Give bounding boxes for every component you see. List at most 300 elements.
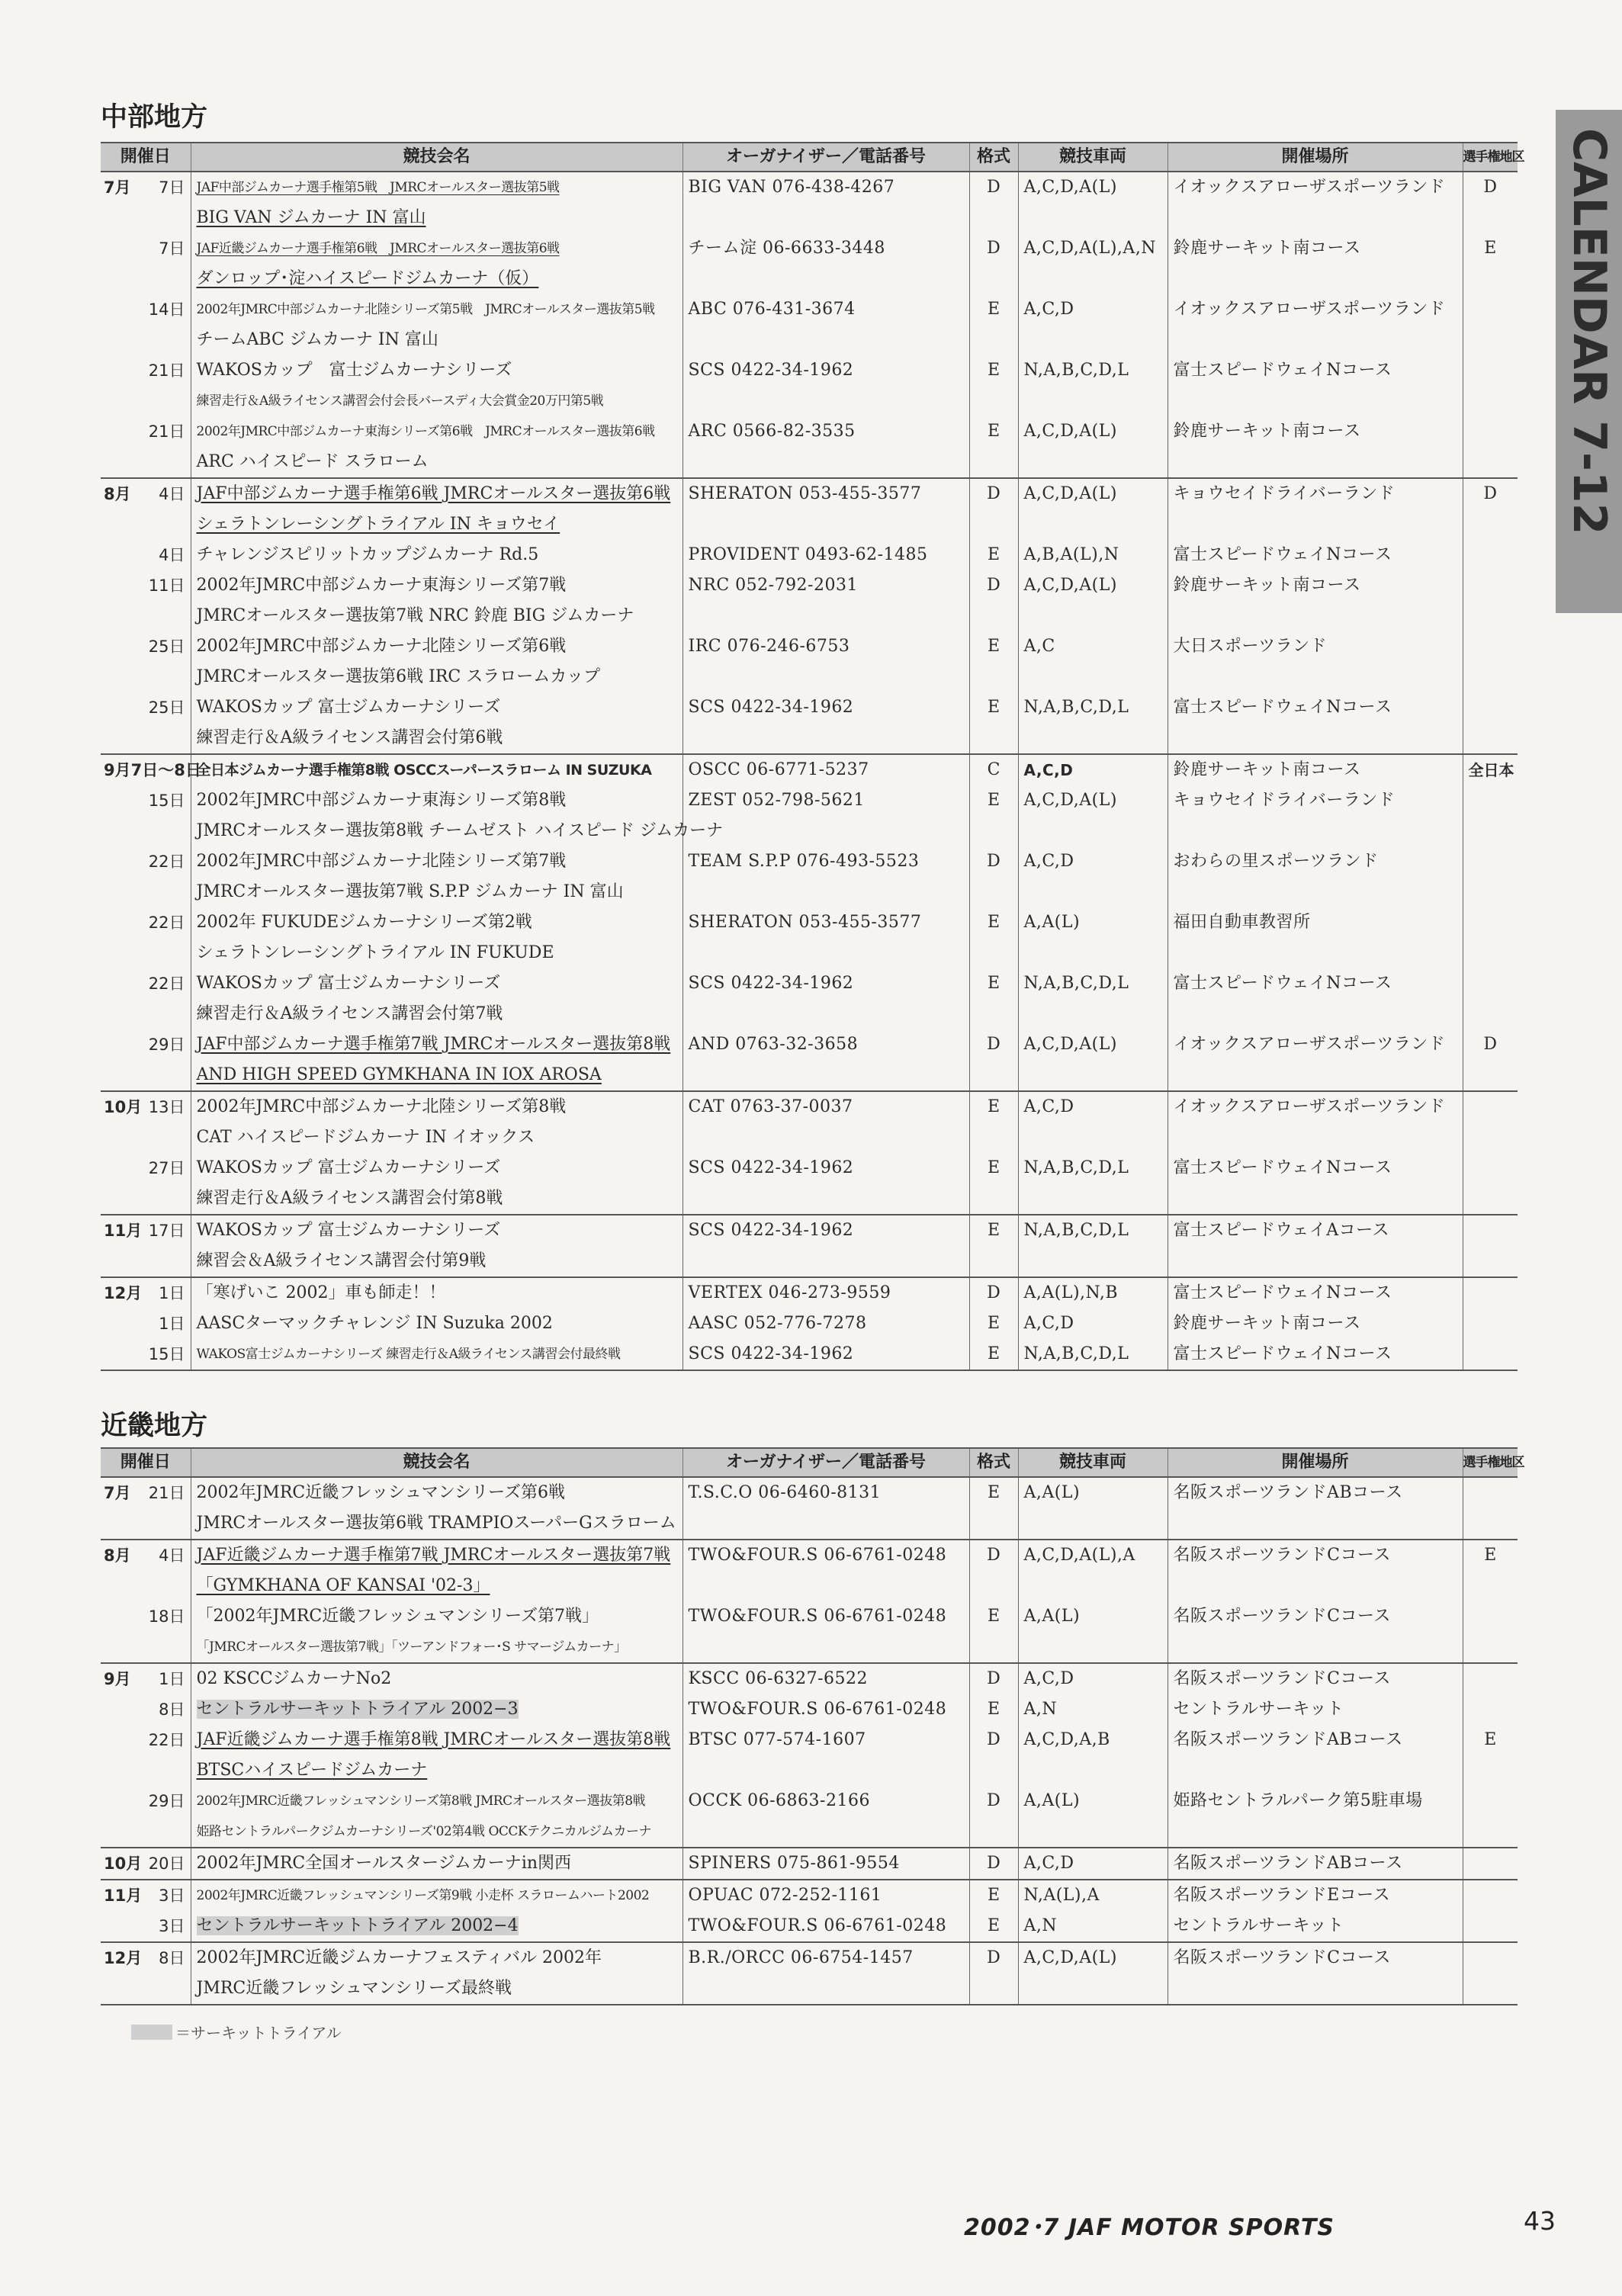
- venue-cell: 名阪スポーツランドEコース: [1168, 1880, 1463, 1911]
- organizer-cell: T.S.C.O 06-6460-8131: [683, 1477, 969, 1540]
- header-vehicles: 競技車両: [1018, 1448, 1168, 1477]
- venue-cell: 大日スポーツランド: [1168, 631, 1463, 692]
- event-name-line: 2002年JMRC近畿フレッシュマンシリーズ第9戦 小走杯 スラロームハート2002: [196, 1888, 650, 1903]
- championship-cell: [1463, 1942, 1518, 2005]
- event-name-line: JAF中部ジムカーナ選手権第6戦 JMRCオールスター選抜第6戦: [196, 484, 671, 503]
- venue-cell: 富士スピードウェイNコース: [1168, 1277, 1463, 1309]
- championship-cell: [1463, 1848, 1518, 1880]
- vehicles-cell: A,C,D,A(L),A: [1018, 1540, 1168, 1601]
- venue-cell: 名阪スポーツランドABコース: [1168, 1725, 1463, 1786]
- vehicles-cell: A,C,D,A(L): [1018, 172, 1168, 233]
- championship-cell: E: [1463, 1540, 1518, 1601]
- table-header-row: [101, 143, 1518, 172]
- day-label: 22日: [148, 975, 185, 993]
- month-label: 11月: [104, 1887, 143, 1905]
- magazine-footer: 2002･7 JAF MOTOR SPORTS: [964, 2214, 1335, 2241]
- organizer-cell: NRC 052-792-2031: [683, 570, 969, 631]
- format-cell: E: [969, 968, 1018, 1029]
- event-name-cell: [191, 294, 683, 355]
- vehicles-cell: A,A(L): [1018, 1601, 1168, 1663]
- table-row: [101, 233, 1518, 294]
- table-row: [101, 1663, 1518, 1694]
- format-cell: D: [969, 1848, 1018, 1880]
- day-label: 3日: [159, 1887, 185, 1905]
- table-row: [101, 294, 1518, 355]
- event-name-line: 2002年JMRC中部ジムカーナ北陸シリーズ第6戦: [196, 637, 567, 656]
- day-label: 29日: [148, 1792, 185, 1810]
- format-cell: E: [969, 1215, 1018, 1277]
- event-name-cell: [191, 1911, 683, 1942]
- table-row: [101, 1911, 1518, 1942]
- day-label: 25日: [148, 698, 185, 717]
- venue-cell: 鈴鹿サーキット南コース: [1168, 570, 1463, 631]
- event-name-line: CAT ハイスピードジムカーナ IN イオックス: [196, 1128, 535, 1147]
- vehicles-cell: N,A,B,C,D,L: [1018, 355, 1168, 416]
- date-cell: [101, 416, 191, 478]
- day-label: 29日: [148, 1036, 185, 1054]
- format-cell: D: [969, 570, 1018, 631]
- date-cell: [101, 1786, 191, 1848]
- day-label: 22日: [148, 853, 185, 871]
- table-row: [101, 1309, 1518, 1339]
- championship-cell: [1463, 1215, 1518, 1277]
- date-cell: [101, 478, 191, 540]
- event-name-cell: [191, 1339, 683, 1370]
- table-row: [101, 1786, 1518, 1848]
- event-name-line: BTSCハイスピードジムカーナ: [196, 1761, 428, 1780]
- format-cell: E: [969, 540, 1018, 570]
- day-label: 4日: [159, 546, 185, 564]
- format-cell: D: [969, 1277, 1018, 1309]
- day-label: 21日: [148, 361, 185, 380]
- table-row: [101, 754, 1518, 785]
- event-name-line: ARC ハイスピード スラローム: [196, 452, 429, 471]
- championship-cell: [1463, 1880, 1518, 1911]
- championship-cell: [1463, 846, 1518, 907]
- vehicles-cell: N,A,B,C,D,L: [1018, 1339, 1168, 1370]
- event-name-cell: [191, 631, 683, 692]
- event-name-cell: [191, 1277, 683, 1309]
- championship-cell: [1463, 1339, 1518, 1370]
- event-name-line: JMRCオールスター選抜第7戦 S.P.P ジムカーナ IN 富山: [196, 882, 624, 901]
- table-row: [101, 355, 1518, 416]
- event-name-cell: [191, 540, 683, 570]
- event-name-line: 2002年JMRC中部ジムカーナ東海シリーズ第7戦: [196, 576, 567, 595]
- event-name-cell: [191, 172, 683, 233]
- date-cell: [101, 1029, 191, 1091]
- date-cell: [101, 1848, 191, 1880]
- event-name-cell: [191, 692, 683, 754]
- table-row: [101, 1277, 1518, 1309]
- day-label: 8日: [159, 1949, 185, 1967]
- table-row: [101, 846, 1518, 907]
- venue-cell: 名阪スポーツランドCコース: [1168, 1942, 1463, 2005]
- vehicles-cell: A,C,D,A(L),A,N: [1018, 233, 1168, 294]
- header-date: 開催日: [101, 1448, 191, 1477]
- legend-label: ＝サーキットトライアル: [175, 2024, 342, 2042]
- header-organizer: オーガナイザー／電話番号: [683, 143, 969, 172]
- day-label: 17日: [148, 1222, 185, 1240]
- vehicles-cell: A,C,D: [1018, 1091, 1168, 1153]
- format-cell: E: [969, 1153, 1018, 1215]
- table-header-row: [101, 1448, 1518, 1477]
- vehicles-cell: N,A,B,C,D,L: [1018, 692, 1168, 754]
- organizer-cell: SCS 0422-34-1962: [683, 968, 969, 1029]
- venue-cell: 名阪スポーツランドCコース: [1168, 1601, 1463, 1663]
- event-name-cell: [191, 1153, 683, 1215]
- legend: [131, 2021, 342, 2043]
- event-name-line: 2002年JMRC中部ジムカーナ東海シリーズ第8戦: [196, 791, 567, 810]
- table-row: [101, 540, 1518, 570]
- event-name-cell: [191, 846, 683, 907]
- organizer-cell: B.R./ORCC 06-6754-1457: [683, 1942, 969, 2005]
- month-label: 10月: [104, 1854, 143, 1873]
- event-name-cell: [191, 1309, 683, 1339]
- event-name-cell: [191, 1880, 683, 1911]
- date-cell: [101, 172, 191, 233]
- date-cell: [101, 785, 191, 846]
- format-cell: E: [969, 294, 1018, 355]
- organizer-cell: VERTEX 046-273-9559: [683, 1277, 969, 1309]
- event-name-line: JMRCオールスター選抜第6戦 IRC スラロームカップ: [196, 667, 600, 686]
- event-name-line: AND HIGH SPEED GYMKHANA IN IOX AROSA: [196, 1065, 602, 1084]
- kinki-section-title: 近畿地方: [101, 1411, 208, 1441]
- venue-cell: 富士スピードウェイAコース: [1168, 1215, 1463, 1277]
- event-name-line: 「JMRCオールスター選抜第7戦」「ツーアンドフォー･S サマージムカーナ」: [196, 1639, 627, 1655]
- format-cell: E: [969, 416, 1018, 478]
- event-name-cell: [191, 1694, 683, 1725]
- event-name-cell: [191, 968, 683, 1029]
- format-cell: E: [969, 631, 1018, 692]
- date-cell: [101, 1880, 191, 1911]
- day-label: 4日: [159, 485, 185, 503]
- event-name-line: 練習走行＆A級ライセンス講習会付会長バースディ大会賞金20万円第5戦: [196, 393, 604, 409]
- venue-cell: 名阪スポーツランドABコース: [1168, 1477, 1463, 1540]
- format-cell: D: [969, 1029, 1018, 1091]
- format-cell: D: [969, 1942, 1018, 2005]
- organizer-cell: SCS 0422-34-1962: [683, 692, 969, 754]
- vehicles-cell: A,B,A(L),N: [1018, 540, 1168, 570]
- table-row: [101, 172, 1518, 233]
- format-cell: D: [969, 1725, 1018, 1786]
- organizer-cell: IRC 076-246-6753: [683, 631, 969, 692]
- championship-cell: [1463, 570, 1518, 631]
- day-label: 21日: [148, 422, 185, 441]
- event-name-line: JAF中部ジムカーナ選手権第7戦 JMRCオールスター選抜第8戦: [196, 1035, 671, 1054]
- date-cell: [101, 1309, 191, 1339]
- championship-cell: [1463, 1601, 1518, 1663]
- day-label: 3日: [159, 1917, 185, 1935]
- legend-swatch: [131, 2025, 172, 2040]
- organizer-cell: SCS 0422-34-1962: [683, 1153, 969, 1215]
- vehicles-cell: A,C,D: [1018, 1663, 1168, 1694]
- date-cell: [101, 907, 191, 968]
- championship-cell: [1463, 294, 1518, 355]
- day-label: 21日: [148, 1484, 185, 1502]
- organizer-cell: SHERATON 053-455-3577: [683, 907, 969, 968]
- organizer-cell: BTSC 077-574-1607: [683, 1725, 969, 1786]
- page-number: 43: [1524, 2206, 1556, 2236]
- kinki-calendar-table: [101, 1447, 1524, 2005]
- day-label: 15日: [148, 792, 185, 810]
- event-name-line: WAKOSカップ 富士ジムカーナシリーズ: [196, 1158, 501, 1177]
- venue-cell: イオックスアローザスポーツランド: [1168, 172, 1463, 233]
- date-cell: [101, 1911, 191, 1942]
- date-cell: [101, 1601, 191, 1663]
- championship-cell: D: [1463, 478, 1518, 540]
- event-name-line: 練習走行＆A級ライセンス講習会付第6戦: [196, 728, 503, 747]
- header-format: 格式: [969, 143, 1018, 172]
- event-name-line: WAKOSカップ 富士ジムカーナシリーズ: [196, 698, 501, 717]
- championship-cell: [1463, 355, 1518, 416]
- event-name-cell: [191, 1663, 683, 1694]
- table-row: [101, 1848, 1518, 1880]
- vehicles-cell: A,C,D: [1018, 1848, 1168, 1880]
- organizer-cell: SCS 0422-34-1962: [683, 1215, 969, 1277]
- event-name-cell: [191, 1477, 683, 1540]
- vehicles-cell: A,A(L): [1018, 1786, 1168, 1848]
- venue-cell: イオックスアローザスポーツランド: [1168, 294, 1463, 355]
- championship-cell: [1463, 1153, 1518, 1215]
- vehicles-cell: A,N: [1018, 1911, 1168, 1942]
- organizer-cell: AND 0763-32-3658: [683, 1029, 969, 1091]
- day-label: 13日: [148, 1098, 185, 1116]
- format-cell: D: [969, 1663, 1018, 1694]
- format-cell: E: [969, 1339, 1018, 1370]
- event-name-line: JMRCオールスター選抜第6戦 TRAMPIOスーパーGスラローム: [196, 1514, 676, 1533]
- day-label: 8日: [159, 1700, 185, 1719]
- table-row: [101, 631, 1518, 692]
- event-name-cell: [191, 233, 683, 294]
- date-cell: [101, 1091, 191, 1153]
- table-row: [101, 570, 1518, 631]
- championship-cell: [1463, 785, 1518, 846]
- format-cell: E: [969, 1309, 1018, 1339]
- vehicles-cell: A,C,D: [1018, 846, 1168, 907]
- championship-cell: E: [1463, 233, 1518, 294]
- event-name-line: 2002年JMRC全国オールスタージムカーナin関西: [196, 1854, 572, 1873]
- event-name-line: JAF近畿ジムカーナ選手権第8戦 JMRCオールスター選抜第8戦: [196, 1730, 671, 1749]
- event-name-line: JMRCオールスター選抜第8戦 チームゼスト ハイスピード ジムカーナ: [196, 821, 724, 840]
- organizer-cell: PROVIDENT 0493-62-1485: [683, 540, 969, 570]
- event-name-line: 練習走行＆A級ライセンス講習会付第8戦: [196, 1189, 503, 1208]
- organizer-cell: チーム淀 06-6633-3448: [683, 233, 969, 294]
- day-label: 11日: [148, 576, 185, 595]
- venue-cell: キョウセイドライバーランド: [1168, 478, 1463, 540]
- event-name-line: シェラトンレーシングトライアル IN キョウセイ: [196, 515, 560, 534]
- date-cell: [101, 1663, 191, 1694]
- event-name-line: JAF近畿ジムカーナ選手権第7戦 JMRCオールスター選抜第7戦: [196, 1546, 671, 1565]
- event-name-cell: [191, 355, 683, 416]
- header-event-name: 競技会名: [191, 143, 683, 172]
- table-row: [101, 1339, 1518, 1370]
- day-label: 22日: [148, 1731, 185, 1749]
- table-row: [101, 1477, 1518, 1540]
- table-row: [101, 1725, 1518, 1786]
- header-format: 格式: [969, 1448, 1018, 1477]
- championship-cell: [1463, 692, 1518, 754]
- event-name-line: [197, 1694, 677, 1725]
- event-name-cell: [191, 416, 683, 478]
- event-name-line: 2002年JMRC中部ジムカーナ北陸シリーズ第7戦: [196, 852, 567, 871]
- event-name-line: 2002年JMRC近畿フレッシュマンシリーズ第8戦 JMRCオールスター選抜第8戦: [196, 1793, 646, 1809]
- event-name-line: 2002年JMRC近畿ジムカーナフェスティバル 2002年: [196, 1948, 602, 1967]
- table-row: [101, 1942, 1518, 2005]
- day-label: 25日: [148, 637, 185, 656]
- championship-cell: [1463, 1277, 1518, 1309]
- date-cell: [101, 1694, 191, 1725]
- date-cell: [101, 846, 191, 907]
- organizer-cell: OPUAC 072-252-1161: [683, 1880, 969, 1911]
- event-name-cell: [191, 1848, 683, 1880]
- organizer-cell: SCS 0422-34-1962: [683, 355, 969, 416]
- organizer-cell: TWO&FOUR.S 06-6761-0248: [683, 1911, 969, 1942]
- side-tab-label: CALENDAR 7-12: [1563, 128, 1616, 535]
- venue-cell: イオックスアローザスポーツランド: [1168, 1091, 1463, 1153]
- chubu-section-title: 中部地方: [101, 102, 208, 133]
- event-name-line: JAF近畿ジムカーナ選手権第6戦 JMRCオールスター選抜第6戦: [196, 241, 560, 256]
- table-row: [101, 907, 1518, 968]
- organizer-cell: ABC 076-431-3674: [683, 294, 969, 355]
- vehicles-cell: A,N: [1018, 1694, 1168, 1725]
- event-name-cell: [191, 570, 683, 631]
- event-name-line: 02 KSCCジムカーナNo2: [196, 1669, 392, 1688]
- month-label: 10月: [104, 1098, 143, 1116]
- championship-cell: [1463, 1663, 1518, 1694]
- event-name-line: 2002年JMRC近畿フレッシュマンシリーズ第6戦: [196, 1483, 566, 1502]
- venue-cell: 姫路セントラルパーク第5駐車場: [1168, 1786, 1463, 1848]
- date-cell: [101, 1153, 191, 1215]
- format-cell: E: [969, 907, 1018, 968]
- circuit-trial-highlight: セントラルサーキットトライアル 2002−3: [196, 1700, 519, 1719]
- format-cell: E: [969, 1601, 1018, 1663]
- event-name-line: 2002年JMRC中部ジムカーナ北陸シリーズ第8戦: [196, 1097, 567, 1116]
- event-name-line: AASCターマックチャレンジ IN Suzuka 2002: [196, 1314, 553, 1333]
- table-row: [101, 968, 1518, 1029]
- event-name-line: 2002年JMRC中部ジムカーナ北陸シリーズ第5戦 JMRCオールスター選抜第5戦: [196, 302, 655, 317]
- month-label: 12月: [104, 1949, 143, 1967]
- event-name-cell: [191, 1540, 683, 1601]
- championship-cell: D: [1463, 1029, 1518, 1091]
- event-name-line: ダンロップ･淀ハイスピードジムカーナ（仮）: [196, 269, 539, 288]
- date-cell: [101, 1277, 191, 1309]
- venue-cell: 福田自動車教習所: [1168, 907, 1463, 968]
- event-name-line: 練習走行＆A級ライセンス講習会付第7戦: [196, 1004, 503, 1023]
- event-name-line: 「2002年JMRC近畿フレッシュマンシリーズ第7戦」: [196, 1607, 599, 1626]
- venue-cell: 鈴鹿サーキット南コース: [1168, 233, 1463, 294]
- event-name-line: 全日本ジムカーナ選手権第8戦 OSCCスーパースラローム IN SUZUKA: [196, 762, 652, 779]
- venue-cell: 名阪スポーツランドCコース: [1168, 1663, 1463, 1694]
- organizer-cell: TWO&FOUR.S 06-6761-0248: [683, 1601, 969, 1663]
- championship-cell: [1463, 1911, 1518, 1942]
- date-cell: [101, 233, 191, 294]
- championship-cell: [1463, 1477, 1518, 1540]
- event-name-line: 2002年 FUKUDEジムカーナシリーズ第2戦: [196, 913, 532, 932]
- event-name-cell: [191, 1601, 683, 1663]
- event-name-cell: [191, 1942, 683, 2005]
- event-name-cell: [191, 1029, 683, 1091]
- event-name-line: WAKOSカップ 富士ジムカーナシリーズ: [196, 974, 501, 993]
- organizer-cell: CAT 0763-37-0037: [683, 1091, 969, 1153]
- date-cell: [101, 754, 201, 785]
- day-label: 18日: [148, 1607, 185, 1626]
- event-name-line: 練習会＆A級ライセンス講習会付第9戦: [196, 1251, 487, 1270]
- format-cell: D: [969, 478, 1018, 540]
- table-row: [101, 416, 1518, 478]
- event-name-cell: [191, 907, 683, 968]
- organizer-cell: SCS 0422-34-1962: [683, 1339, 969, 1370]
- venue-cell: 富士スピードウェイNコース: [1168, 540, 1463, 570]
- vehicles-cell: N,A,B,C,D,L: [1018, 1153, 1168, 1215]
- event-name-line: 「寒げいこ 2002」車も師走！！: [196, 1283, 446, 1302]
- venue-cell: 富士スピードウェイNコース: [1168, 968, 1463, 1029]
- date-cell: [101, 294, 191, 355]
- format-cell: E: [969, 1880, 1018, 1911]
- championship-cell: [1463, 1694, 1518, 1725]
- table-row: [101, 1215, 1518, 1277]
- event-name-line: チームABC ジムカーナ IN 富山: [196, 330, 438, 349]
- table-row: [101, 1091, 1518, 1153]
- format-cell: E: [969, 355, 1018, 416]
- day-label: 1日: [159, 1315, 185, 1333]
- vehicles-cell: A,A(L): [1018, 1477, 1168, 1540]
- event-name-cell: [191, 1786, 683, 1848]
- month-label: 8月: [104, 485, 131, 503]
- format-cell: D: [969, 1786, 1018, 1848]
- date-cell: [101, 540, 191, 570]
- championship-cell: [1463, 1091, 1518, 1153]
- vehicles-cell: N,A(L),A: [1018, 1880, 1168, 1911]
- header-championship: 選手権地区: [1463, 1448, 1518, 1477]
- date-cell: [101, 1477, 191, 1540]
- championship-cell: E: [1463, 1725, 1518, 1786]
- format-cell: E: [969, 1091, 1018, 1153]
- championship-cell: [1463, 631, 1518, 692]
- day-label: 27日: [148, 1159, 185, 1177]
- day-label: 1日: [159, 1284, 185, 1302]
- event-name-cell: [191, 754, 683, 785]
- table-row: [101, 692, 1518, 754]
- championship-cell: [1463, 540, 1518, 570]
- venue-cell: 名阪スポーツランドCコース: [1168, 1540, 1463, 1601]
- day-label: 15日: [148, 1345, 185, 1363]
- table-row: [101, 1540, 1518, 1601]
- organizer-cell: SHERATON 053-455-3577: [683, 478, 969, 540]
- table-row: [101, 785, 1518, 846]
- format-cell: C: [969, 754, 1018, 785]
- event-name-line: シェラトンレーシングトライアル IN FUKUDE: [196, 943, 554, 962]
- table-row: [101, 1029, 1518, 1091]
- event-name-line: [197, 1911, 677, 1941]
- event-name-line: 「GYMKHANA OF KANSAI '02-3」: [196, 1576, 490, 1595]
- date-cell: [101, 1540, 191, 1601]
- vehicles-cell: A,C,D,A(L): [1018, 1029, 1168, 1091]
- organizer-cell: SPINERS 075-861-9554: [683, 1848, 969, 1880]
- venue-cell: セントラルサーキット: [1168, 1911, 1463, 1942]
- vehicles-cell: A,A(L): [1018, 907, 1168, 968]
- format-cell: D: [969, 172, 1018, 233]
- venue-cell: 鈴鹿サーキット南コース: [1168, 754, 1463, 785]
- venue-cell: 富士スピードウェイNコース: [1168, 355, 1463, 416]
- venue-cell: 鈴鹿サーキット南コース: [1168, 416, 1463, 478]
- format-cell: E: [969, 1911, 1018, 1942]
- vehicles-cell: A,C,D,A(L): [1018, 785, 1168, 846]
- event-name-line: JMRC近畿フレッシュマンシリーズ最終戦: [196, 1979, 512, 1998]
- format-cell: D: [969, 233, 1018, 294]
- day-label: 20日: [148, 1854, 185, 1873]
- header-date: 開催日: [101, 143, 191, 172]
- month-label: 12月: [104, 1284, 143, 1302]
